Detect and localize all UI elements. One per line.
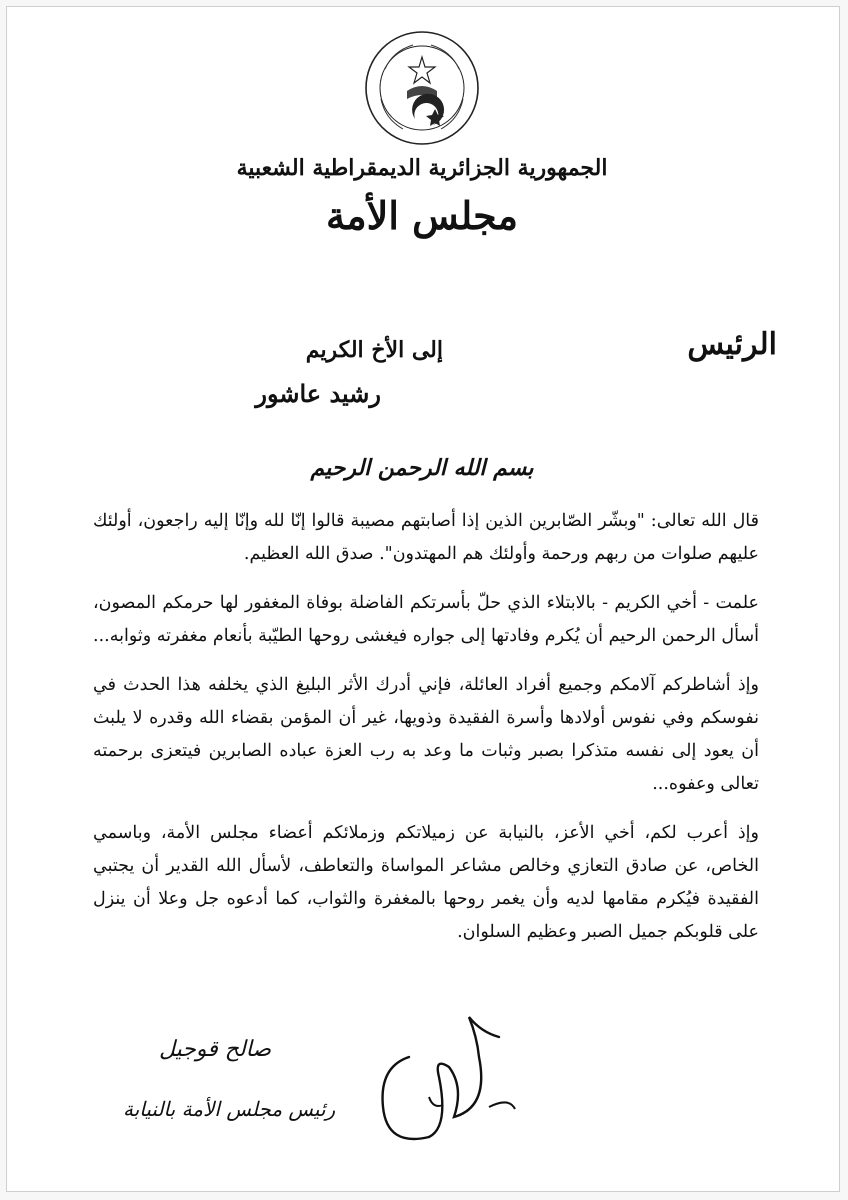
recipient-salutation: إلى الأخ الكريم xyxy=(305,337,443,363)
paragraph: وإذ أعرب لكم، أخي الأعز، بالنيابة عن زميلاتكم وزملائكم أعضاء مجلس الأمة، وباسمي الخاص، عن صادق التعازي وخالص مشاعر المواساة والتعاطف، لأسأل الله القدير أن يجتبي الفقيدة فيُكرم مقامها لديه وأن يغمر روحها بالمغفرة والثواب، كما أدعوه جل وعلا أن ينزل على قلوبكم جميل الصبر وعظيم السلوان. xyxy=(93,823,759,942)
national-seal-emblem xyxy=(363,29,481,147)
paragraph: قال الله تعالى: "وبشّر الصّابرين الذين إذا أصابتهم مصيبة قالوا إنّا لله وإنّا إليه راجعون، أولئك عليهم صلوات من ربهم ورحمة وأولئك هم المهتدون". صدق الله العظيم. xyxy=(93,511,759,564)
republic-heading: الجمهورية الجزائرية الديمقراطية الشعبية xyxy=(236,155,608,181)
handwritten-signature xyxy=(369,997,519,1157)
paragraph: علمت - أخي الكريم - بالابتلاء الذي حلّ بأسرتكم الفاضلة بوفاة المغفور لها حرمكم المصون، أسأل الرحمن الرحيم أن يُكرم وفادتها إلى جواره فيغشى روحها الطيّبة بأنعام مغفرته وثوابه... xyxy=(93,593,759,646)
signatory-name: صالح قوجيل xyxy=(159,1037,272,1062)
basmala: بسم الله الرحمن الرحيم xyxy=(310,455,534,481)
council-heading: مجلس الأمة xyxy=(325,193,519,238)
paragraph: وإذ أشاطركم آلامكم وجميع أفراد العائلة، فإني أدرك الأثر البليغ الذي يخلفه هذا الحدث في نفوسكم وفي نفوس أولادها وأسرة الفقيدة وذويها، غير أن المؤمن بقضاء الله وقدره لا يلبث أن يعود إلى نفسه متذكرا بصبر وثبات ما وعد به رب العزة عباده الصابرين فيتعزى برحمته تعالى وعفوه... xyxy=(93,675,759,794)
signatory-title: رئيس مجلس الأمة بالنيابة xyxy=(123,1097,336,1121)
office-label: الرئيس xyxy=(687,327,777,362)
letter-body xyxy=(93,505,759,965)
letter-page xyxy=(6,6,840,1192)
recipient-name: رشيد عاشور xyxy=(255,379,381,408)
